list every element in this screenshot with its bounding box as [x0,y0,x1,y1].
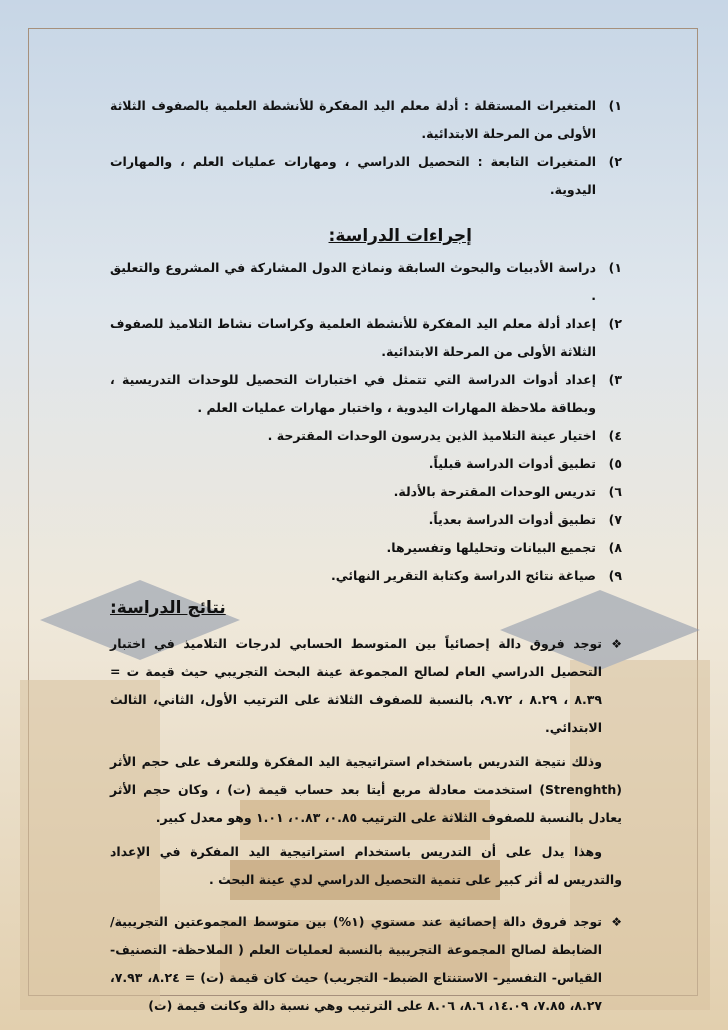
item-text: إعداد أدلة معلم اليد المفكرة للأنشطة العلمية وكراسات نشاط التلاميذ للصفوف الثلاثة الأولى من المرحلة الابتدائية. [110,316,596,359]
item-number: ٣) [608,372,622,387]
procedures-list [110,254,622,590]
list-item [110,422,622,450]
item-text: المتغيرات المستقلة : أدلة معلم اليد المفكرة للأنشطة العلمية بالصفوف الثلاثة الأولى من المرحلة الابتدائية. [110,98,596,141]
item-number: ١) [608,98,622,113]
item-text: اختيار عينة التلاميذ الذين يدرسون الوحدات المقترحة . [267,428,596,443]
bullet-text: توجد فروق دالة إحصائية عند مستوي (١%) بين متوسط المجموعتين التجريبية/ الضابطة لصالح المجموعة التجريبية بالنسبة لعمليات العلم ( الملاحظة- التصنيف- القياس- التفسير- الاستنتاج الضبط- التجريب) حيث كان قيمة (ت) = ٨.٢٤، ٧.٩٣، ٨.٢٧، ٧.٨٥، ١٤.٠٩، ٨.٦، ٨.٠٦ على الترتيب وهي نسبة دالة وكانت قيمة (ت) [110,914,602,1013]
item-text: صياغة نتائج الدراسة وكتابة التقرير النهائي. [330,568,596,583]
item-text: تجميع البيانات وتحليلها وتفسيرها. [386,540,596,555]
result-paragraph-1: وذلك نتيجة التدريس باستخدام استراتيجية اليد المفكرة وللتعرف على حجم الأثر (Strenghth) استخدمت معادلة مربع أيتا بعد حساب قيمة (ت) ، وكان حجم الأثر يعادل بالنسبة للصفوف الثلاثة على الترتيب ٠.٨٥، ٠.٨٣، ١.٠١ وهو معدل كبير. [110,754,622,825]
result-bullet-2 [110,908,622,1020]
result-bullet-1 [110,630,622,742]
item-number: ٨) [608,540,622,555]
list-item [110,310,622,366]
item-number: ٢) [608,154,622,169]
list-item [110,478,622,506]
item-text: إعداد أدوات الدراسة التي تتمثل في اختبارات التحصيل للوحدات التدريسية ، وبطاقة ملاحظة المهارات اليدوية ، واختبار مهارات عمليات العلم . [110,372,596,415]
result-paragraph-2: وهذا يدل على أن التدريس باستخدام استراتيجية اليد المفكرة في الإعداد والتدريس له أثر كبير على تنمية التحصيل الدراسي لدي عينة البحث . [110,844,622,887]
list-item [110,450,622,478]
list-item [110,562,622,590]
item-text: تطبيق أدوات الدراسة قبلياً. [428,456,596,471]
variables-list [110,92,622,204]
item-number: ٤) [608,428,622,443]
item-number: ٥) [608,456,622,471]
item-number: ١) [608,260,622,275]
bullet-text: توجد فروق دالة إحصائياً بين المتوسط الحسابي لدرجات التلاميذ في اختبار التحصيل الدراسي العام لصالح المجموعة عينة البحث التجريبي حيث قيمة ت = ٨.٣٩ ، ٨.٢٩ ، ٩.٧٢، بالنسبة للصفوف الثلاثة على الترتيب الأول، الثاني، الثالث الابتدائي. [110,636,603,735]
procedures-heading: إجراءات الدراسة: [328,226,472,246]
list-item [110,534,622,562]
item-number: ٢) [608,316,622,331]
document-body [110,92,622,1020]
item-number: ٦) [608,484,622,499]
item-text: تدريس الوحدات المقترحة بالأدلة. [393,484,596,499]
variable-item-dependent [110,148,622,204]
results-heading: نتائج الدراسة: [110,598,226,618]
item-text: المتغيرات التابعة : التحصيل الدراسي ، ومهارات عمليات العلم ، والمهارات اليدوية. [110,154,596,197]
item-number: ٧) [608,512,622,527]
diamond-bullet-icon: ❖ [611,637,622,651]
list-item [110,366,622,422]
list-item [110,254,622,310]
variable-item-independent [110,92,622,148]
item-text: دراسة الأدبيات والبحوث السابقة ونماذج الدول المشاركة في المشروع والتعليق . [110,260,596,303]
diamond-bullet-icon: ❖ [611,915,622,929]
list-item [110,506,622,534]
item-text: تطبيق أدوات الدراسة بعدياً. [428,512,596,527]
item-number: ٩) [608,568,622,583]
